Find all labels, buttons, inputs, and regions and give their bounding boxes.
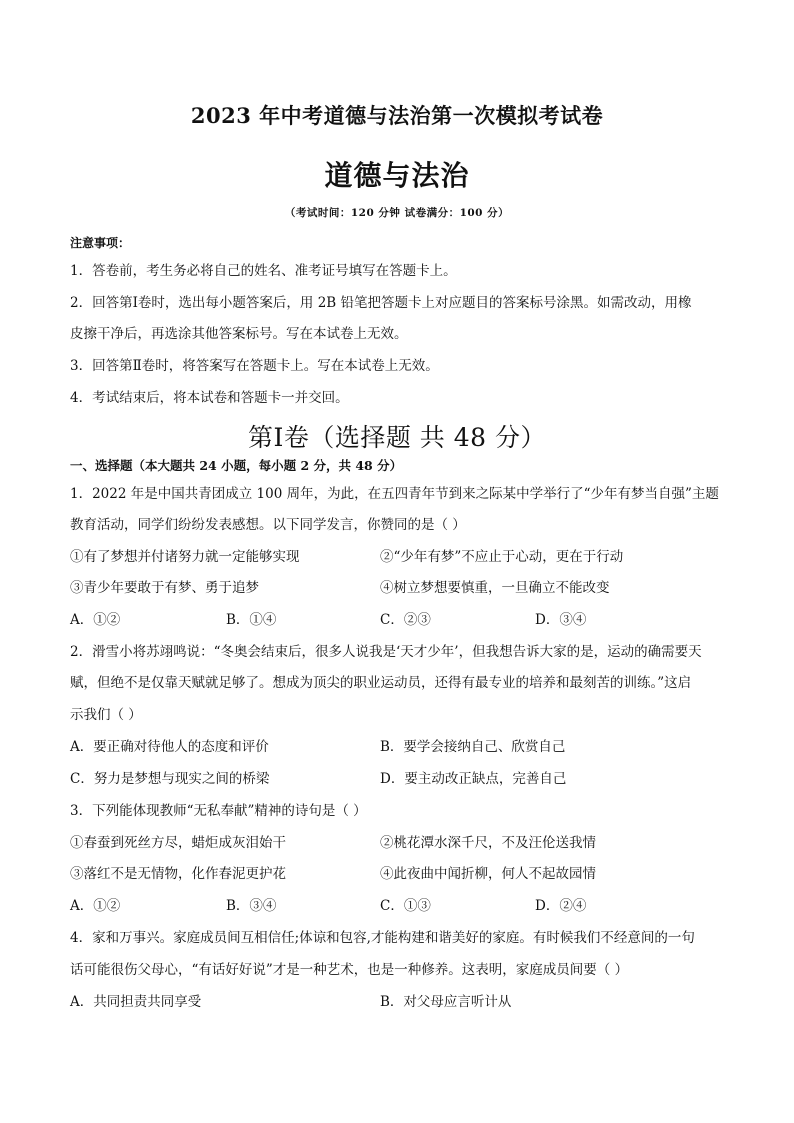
question-3-line: 3．下列能体现教师“无私奉献”精神的诗句是（ ）: [70, 803, 367, 819]
q3-option-d: D．②④: [535, 898, 587, 914]
q1-statement-2: ②“少年有梦”不应止于心动，更在于行动: [380, 549, 624, 565]
q2-option-c: C．努力是梦想与现实之间的桥梁: [70, 771, 270, 787]
q3-statement-1: ①春蚕到死丝方尽，蜡炬成灰泪始干: [70, 835, 286, 851]
question-2-line: 示我们（ ）: [70, 707, 142, 723]
note-item: 皮擦干净后，再选涂其他答案标号。写在本试卷上无效。: [70, 326, 408, 342]
note-item: 3．回答第Ⅱ卷时，将答案写在答题卡上。写在本试卷上无效。: [70, 358, 439, 374]
q3-statement-3: ③落红不是无情物，化作春泥更护花: [70, 866, 286, 882]
question-2-line: 赋，但绝不是仅靠天赋就足够了。想成为顶尖的职业运动员，还得有最专业的培养和最刻苦的训练。”这启: [70, 675, 692, 691]
question-2-line: 2．滑雪小将苏翊鸣说：“冬奥会结束后，很多人说我是‘天才少年’，但我想告诉大家的是，运动的确需要天: [70, 644, 702, 660]
q1-option-c: C．②③: [380, 612, 431, 628]
q3-option-b: B．③④: [226, 898, 277, 914]
note-item: 4．考试结束后，将本试卷和答题卡一并交回。: [70, 390, 349, 406]
question-4-line: 4．家和万事兴。家庭成员间互相信任;体谅和包容,才能构建和谐美好的家庭。有时候我们不经意间的一句: [70, 930, 695, 946]
q1-statement-3: ③青少年要敢于有梦、勇于追梦: [70, 580, 259, 596]
q3-option-c: C．①③: [380, 898, 431, 914]
exam-info: （考试时间：120 分钟 试卷满分：100 分）: [284, 207, 510, 219]
q3-option-a: A．①②: [70, 898, 121, 914]
q1-option-a: A．①②: [70, 612, 121, 628]
notes-heading: 注意事项：: [70, 236, 131, 250]
exam-title: 2023 年中考道德与法治第一次模拟考试卷: [190, 103, 604, 128]
q2-option-a: A．要正确对待他人的态度和评价: [70, 739, 269, 755]
note-item: 2．回答第Ⅰ卷时，选出每小题答案后，用 2B 铅笔把答题卡上对应题目的答案标号涂黑。如需改动，用橡: [70, 295, 692, 311]
part-heading: 一、选择题（本大题共 24 小题，每小题 2 分，共 48 分）: [70, 458, 403, 473]
q3-statement-2: ②桃花潭水深千尺，不及汪伦送我情: [380, 835, 596, 851]
question-1-line: 教育活动，同学们纷纷发表感想。以下同学发言，你赞同的是（ ）: [70, 517, 466, 533]
q2-option-b: B．要学会接纳自己、欣赏自己: [380, 739, 566, 755]
q2-option-d: D．要主动改正缺点，完善自己: [380, 771, 567, 787]
q1-statement-4: ④树立梦想要慎重，一旦确立不能改变: [380, 580, 610, 596]
q4-option-b: B．对父母应言听计从: [380, 994, 512, 1010]
q1-statement-1: ①有了梦想并付诸努力就一定能够实现: [70, 549, 300, 565]
section-title: 第Ⅰ卷（选择题 共 48 分）: [247, 423, 547, 452]
note-item: 1．答卷前，考生务必将自己的姓名、准考证号填写在答题卡上。: [70, 263, 457, 279]
question-4-line: 话可能很伤父母心，“有话好好说”才是一种艺术，也是一种修养。这表明，家庭成员间要（ ）: [70, 962, 629, 978]
q1-option-d: D．③④: [535, 612, 587, 628]
q1-option-b: B．①④: [226, 612, 277, 628]
q4-option-a: A．共同担责共同享受: [70, 994, 202, 1010]
subject-title: 道德与法治: [324, 159, 470, 192]
q3-statement-4: ④此夜曲中闻折柳，何人不起故园情: [380, 866, 596, 882]
question-1-line: 1．2022 年是中国共青团成立 100 周年，为此，在五四青年节到来之际某中学举行了“少年有梦当自强”主题: [70, 486, 719, 502]
